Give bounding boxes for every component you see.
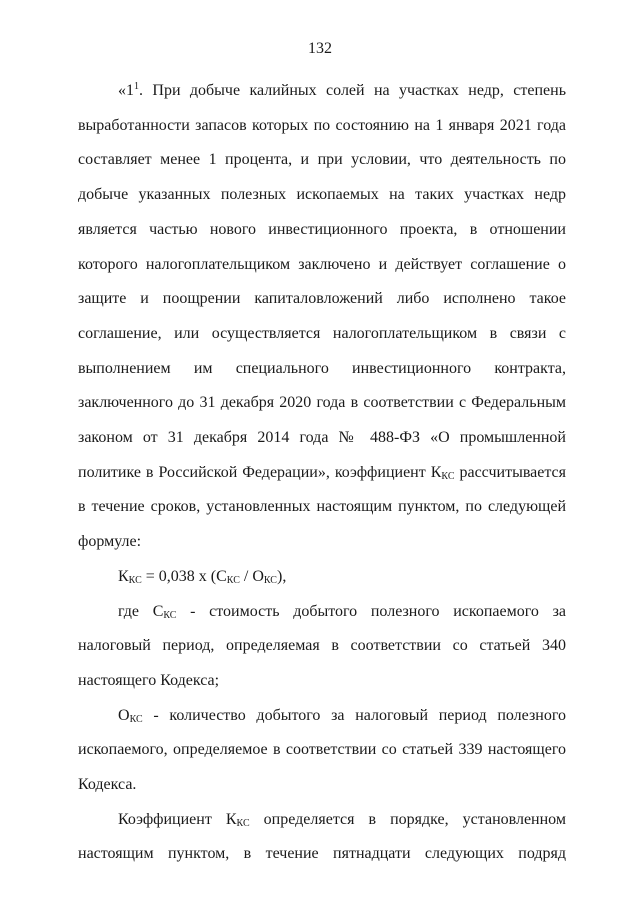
definition-o-text: - количество добытого за налоговый период полезного ископаемого, определяемое в соответствии со статьей 339 настоящего Кодекса. <box>78 706 566 794</box>
paragraph-text: . При добыче калийных солей на участках недр, степень выработанности запасов которых по состоянию на 1 января 2021 года составляет менее 1 процента, и при условии, что деятельность по добыче указанных полезных ископаемых на таких участках недр является частью нового инвестиционного проекта, в отношении которого налогоплательщиком заключено и действует соглашение о защите и поощрении капиталовложений либо исполнено такое соглашение, или осуществляется налогоплательщиком в связи с выполнением им специального инвестиционного контракта, заключенного до 31 декабря 2020 года в соответствии с Федеральным законом от 31 декабря 2014 года № 488-ФЗ «О промышленной политике в Российской Федерации», коэффициент К <box>78 82 566 481</box>
subscript-ks: КС <box>441 470 455 482</box>
formula-k-subscript: КС <box>128 574 142 586</box>
definition-oks <box>78 699 566 803</box>
formula-kks <box>78 560 566 595</box>
paragraph-opening: «1 <box>118 82 134 99</box>
paragraph-coefficient-period <box>78 803 566 872</box>
definition-o-lead: О <box>118 706 130 724</box>
paragraph-last-subscript: КС <box>236 817 250 829</box>
paragraph-last-lead: Коэффициент К <box>118 810 237 828</box>
definition-o-subscript: КС <box>129 713 143 725</box>
formula-c-subscript: КС <box>226 574 240 586</box>
paragraph-potash-salts <box>78 74 566 560</box>
paragraph-last-text: определяется в порядке, установленном настоящим пунктом, в течение пятнадцати следующих подряд <box>78 810 567 863</box>
document-body <box>78 74 566 872</box>
formula-end: ), <box>276 567 287 585</box>
superscript-index: 1 <box>134 81 139 92</box>
formula-equals: = 0,038 х (С <box>141 567 227 585</box>
definition-cks <box>78 595 566 699</box>
formula-o-subscript: КС <box>263 574 277 586</box>
formula-k: К <box>118 567 129 585</box>
paragraph-tail: рассчитывается в течение сроков, установленных настоящим пунктом, по следующей формуле: <box>78 463 567 551</box>
formula-divide: / О <box>239 567 264 585</box>
definition-c-text: - стоимость добытого полезного ископаемого за налоговый период, определяемая в соответствии со статьей 340 настоящего Кодекса; <box>78 602 566 689</box>
definition-c-lead: где С <box>118 602 164 620</box>
definition-c-subscript: КС <box>163 609 177 621</box>
page-number: 132 <box>308 40 332 57</box>
